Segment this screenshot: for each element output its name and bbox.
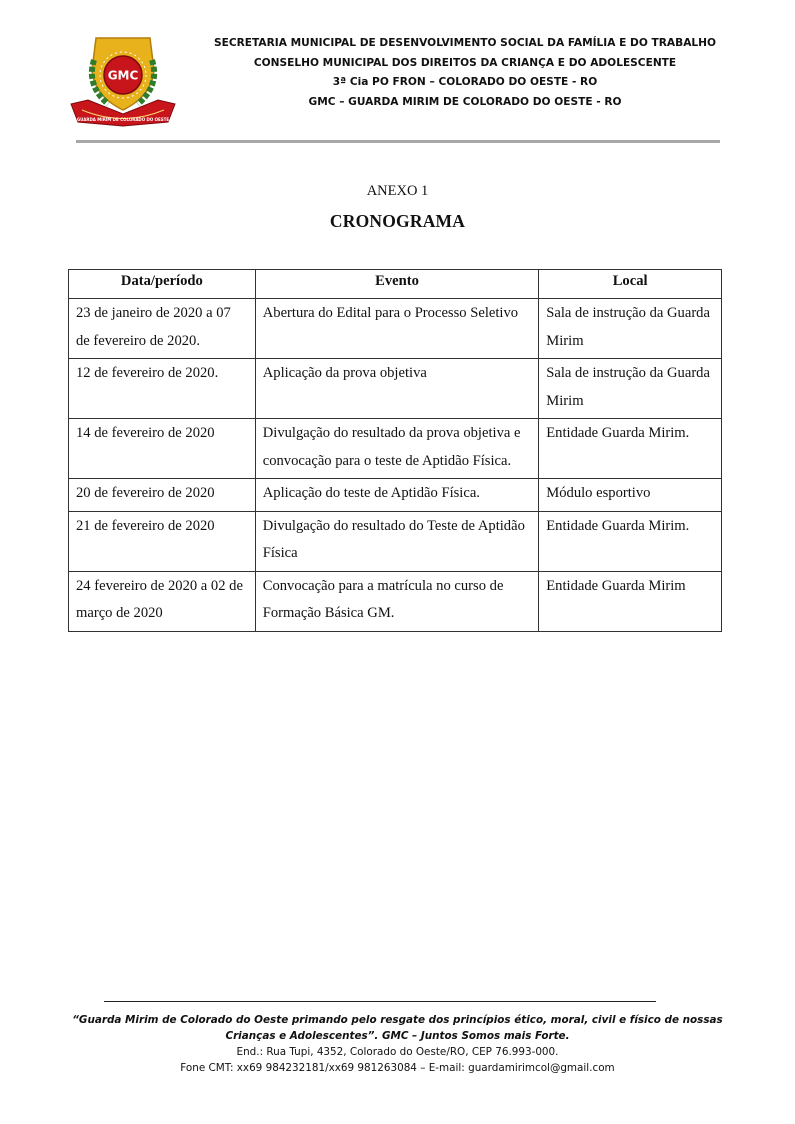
- footer-divider: [104, 1001, 656, 1002]
- cell-date: 23 de janeiro de 2020 a 07 de fevereiro de 2020.: [69, 299, 256, 359]
- cell-location: Sala de instrução da Guarda Mirim: [539, 299, 722, 359]
- banner-text: GUARDA MIRIM DE COLORADO DO OESTE: [76, 117, 170, 122]
- letterhead: [200, 34, 730, 112]
- letterhead-line: GMC – GUARDA MIRIM DE COLORADO DO OESTE - RO: [308, 95, 622, 108]
- table-row: [69, 299, 722, 359]
- letterhead-line: 3ª Cia PO FRON – COLORADO DO OESTE - RO: [332, 76, 598, 88]
- cell-event: Abertura do Edital para o Processo Seletivo: [255, 299, 539, 359]
- cell-date: 20 de fevereiro de 2020: [69, 479, 256, 512]
- header-divider: [76, 140, 720, 143]
- letterhead-line: CONSELHO MUNICIPAL DOS DIREITOS DA CRIANÇA E DO ADOLESCENTE: [253, 56, 677, 69]
- annex-label: ANEXO 1: [366, 183, 429, 199]
- schedule-table: [68, 269, 722, 632]
- table-header-row: [69, 270, 722, 299]
- cell-date: 24 fevereiro de 2020 a 02 de março de 2020: [69, 571, 256, 631]
- cell-event: Convocação para a matrícula no curso de Formação Básica GM.: [255, 571, 539, 631]
- cell-event: Aplicação da prova objetiva: [255, 359, 539, 419]
- footer-contact: Fone CMT: xx69 984232181/xx69 981263084 – E-mail: guardamirimcol@gmail.com: [180, 1062, 615, 1074]
- cell-date: 12 de fevereiro de 2020.: [69, 359, 256, 419]
- footer-quote-line: “Guarda Mirim de Colorado do Oeste primando pelo resgate dos princípios ético, moral, civil e físico de nossas: [72, 1014, 723, 1026]
- gmc-emblem-icon: [68, 30, 178, 128]
- emblem-text: GMC: [107, 68, 139, 83]
- table-row: [69, 479, 722, 512]
- letterhead-line: SECRETARIA MUNICIPAL DE DESENVOLVIMENTO SOCIAL DA FAMÍLIA E DO TRABALHO: [213, 37, 717, 49]
- document-title: CRONOGRAMA: [329, 211, 466, 231]
- cell-date: 21 de fevereiro de 2020: [69, 511, 256, 571]
- cell-event: Aplicação do teste de Aptidão Física.: [255, 479, 539, 512]
- table-row: [69, 571, 722, 631]
- table-row: [69, 359, 722, 419]
- footer-address: End.: Rua Tupi, 4352, Colorado do Oeste/RO, CEP 76.993-000.: [236, 1046, 559, 1058]
- cell-location: Sala de instrução da Guarda Mirim: [539, 359, 722, 419]
- cell-event: Divulgação do resultado do Teste de Aptidão Física: [255, 511, 539, 571]
- column-header-event: Evento: [255, 270, 539, 299]
- footer-quote: [60, 1013, 735, 1044]
- cell-location: Módulo esportivo: [539, 479, 722, 512]
- cell-location: Entidade Guarda Mirim.: [539, 511, 722, 571]
- column-header-location: Local: [539, 270, 722, 299]
- column-header-date: Data/período: [69, 270, 256, 299]
- table-row: [69, 419, 722, 479]
- cell-location: Entidade Guarda Mirim.: [539, 419, 722, 479]
- cell-location: Entidade Guarda Mirim: [539, 571, 722, 631]
- table-row: [69, 511, 722, 571]
- cell-date: 14 de fevereiro de 2020: [69, 419, 256, 479]
- footer-quote-line: Crianças e Adolescentes”. GMC – Juntos Somos mais Forte.: [225, 1029, 570, 1042]
- cell-event: Divulgação do resultado da prova objetiva e convocação para o teste de Aptidão Física.: [255, 419, 539, 479]
